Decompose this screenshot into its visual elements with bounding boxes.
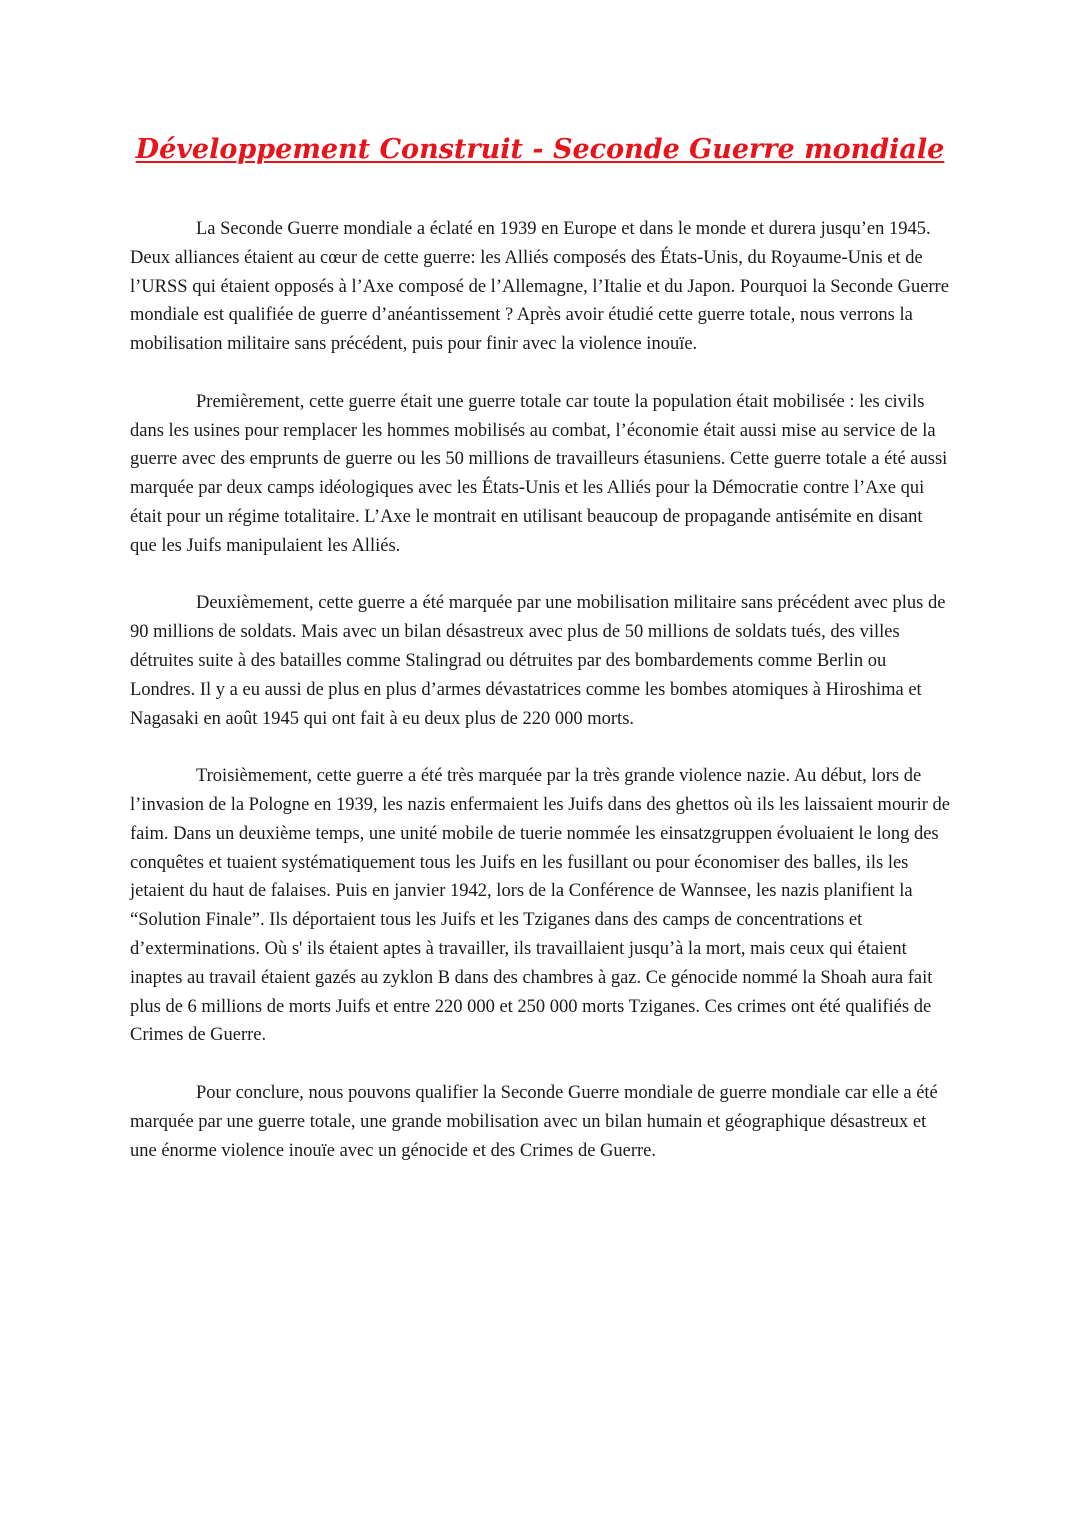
paragraph-nazi-violence: Troisièmement, cette guerre a été très marquée par la très grande violence nazie. Au début, lors de l’invasion de la Pologne en 1939, les nazis enfermaient les Juifs dans des ghettos où ils les laissaient mourir de faim. Dans un deuxième temps, une unité mobile de tuerie nommée les einsatzgruppen évoluaient le long des conquêtes et tuaient systématiquement tous les Juifs en les fusillant ou pour économiser des balles, ils les jetaient du haut de falaises. Puis en janvier 1942, lors de la Conférence de Wannsee, les nazis planifient la “Solution Finale”. Ils déportaient tous les Juifs et les Tziganes dans des camps de concentrations et d’exterminations. Où s' ils étaient aptes à travailler, ils travaillaient jusqu’à la mort, mais ceux qui étaient inaptes au travail étaient gazés au zyklon B dans des chambres à gaz. Ce génocide nommé la Shoah aura fait plus de 6 millions de morts Juifs et entre 220 000 et 250 000 morts Tziganes. Ces crimes ont été qualifiés de Crimes de Guerre. — [130, 766, 950, 1046]
document-body — [130, 215, 950, 1194]
paragraph-total-war: Premièrement, cette guerre était une guerre totale car toute la population était mobilisée : les civils dans les usines pour remplacer les hommes mobilisés au combat, l’économie était aussi mise au service de la guerre avec des emprunts de guerre ou les 50 millions de travailleurs étasuniens. Cette guerre totale a été aussi marquée par deux camps idéologiques avec les États-Unis et les Alliés pour la Démocratie contre l’Axe qui était pour un régime totalitaire. L’Axe le montrait en utilisant beaucoup de propagande antisémite en disant que les Juifs manipulaient les Alliés. — [130, 391, 948, 556]
document-title: Développement Construit - Seconde Guerre mondiale — [135, 134, 945, 165]
paragraph-introduction: La Seconde Guerre mondiale a éclaté en 1939 en Europe et dans le monde et durera jusqu’en 1945. Deux alliances étaient au cœur de cette guerre: les Alliés composés des États-Unis, du Royaume-Unis et de l’URSS qui étaient opposés à l’Axe composé de l’Allemagne, l’Italie et du Japon. Pourquoi la Seconde Guerre mondiale est qualifiée de guerre d’anéantissement ? Après avoir étudié cette guerre totale, nous verrons la mobilisation militaire sans précédent, puis pour finir avec la violence inouïe. — [130, 219, 949, 355]
paragraph-conclusion: Pour conclure, nous pouvons qualifier la Seconde Guerre mondiale de guerre mondiale car elle a été marquée par une guerre totale, une grande mobilisation avec un bilan humain et géographique désastreux et une énorme violence inouïe avec un génocide et des Crimes de Guerre. — [130, 1082, 938, 1161]
paragraph-military-mobilisation: Deuxièmement, cette guerre a été marquée par une mobilisation militaire sans précédent avec plus de 90 millions de soldats. Mais avec un bilan désastreux avec plus de 50 millions de soldats tués, des villes détruites suite à des batailles comme Stalingrad ou détruites par des bombardements comme Berlin ou Londres. Il y a eu aussi de plus en plus d’armes dévastatrices comme les bombes atomiques à Hiroshima et Nagasaki en août 1945 qui ont fait à eu deux plus de 220 000 morts. — [130, 593, 946, 729]
